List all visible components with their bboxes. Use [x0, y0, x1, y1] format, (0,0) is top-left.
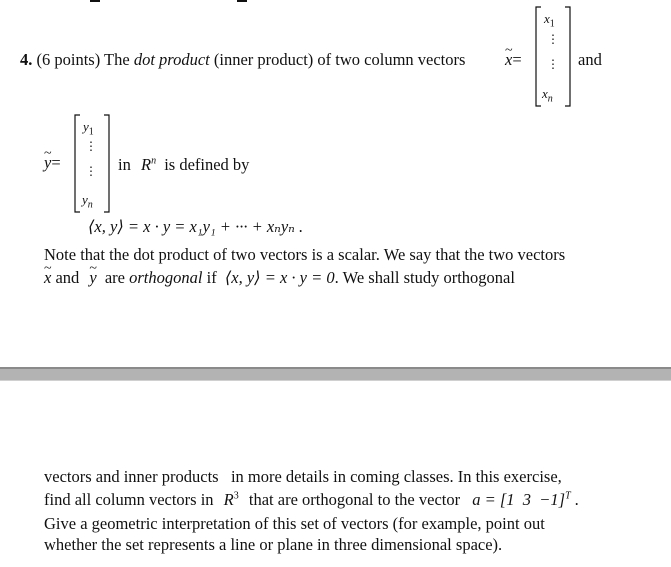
x-entry-1: $x_1$ — [544, 11, 555, 30]
y-vdots-2: ⋮ — [85, 164, 97, 178]
note-line-1: Note that the dot product of two vectors is a scalar. We say that the two vectors — [44, 245, 566, 264]
cont-line-2: find all column vectors in $R^3$ that are orthogonal to the vector a = [1 3 −1]$^T$ . — [44, 490, 579, 509]
cont-line-1: vectors and inner products in more details in coming classes. In this exercise, — [44, 467, 562, 486]
problem-intro-rest: (inner product) of two column vectors — [213, 50, 466, 69]
x-vdots-1: ⋮ — [547, 32, 559, 46]
and-text: and — [578, 50, 602, 69]
dot-product-formula: ⟨x, y⟩ = x · y = x₁y₁ + ··· + xₙyₙ . — [88, 217, 304, 236]
page-divider — [0, 367, 671, 381]
x-vdots-2: ⋮ — [547, 57, 559, 71]
y-entry-1: $y_1$ — [83, 119, 94, 138]
problem-number: 4. — [20, 50, 33, 69]
cont-line-3: Give a geometric interpretation of this set of vectors (for example, point out — [44, 514, 545, 533]
defined-line: in $R^n$ is defined by — [118, 155, 250, 174]
problem-line-1 — [20, 50, 465, 70]
term-orthogonal: orthogonal — [129, 268, 203, 287]
x-vector-label: ~ x= — [505, 50, 522, 70]
top-fragment-left — [90, 0, 100, 2]
y-entry-n: $y_n$ — [82, 192, 93, 211]
term-dot-product: dot product — [133, 50, 210, 69]
x-entry-n: $x_n$ — [542, 86, 553, 105]
note-line-2: ~ x and ~ y are orthogonal if ⟨x, y⟩ = x · y = 0. We shall study orthogonal — [44, 268, 515, 288]
y-vdots-1: ⋮ — [85, 139, 97, 153]
problem-points: (6 points) The — [36, 50, 130, 69]
a-vector: a = [1 3 −1] — [472, 490, 566, 509]
top-fragment-right — [237, 0, 247, 2]
y-vector-label: ~ y= — [44, 153, 61, 173]
cont-line-4: whether the set represents a line or plane in three dimensional space). — [44, 535, 503, 554]
